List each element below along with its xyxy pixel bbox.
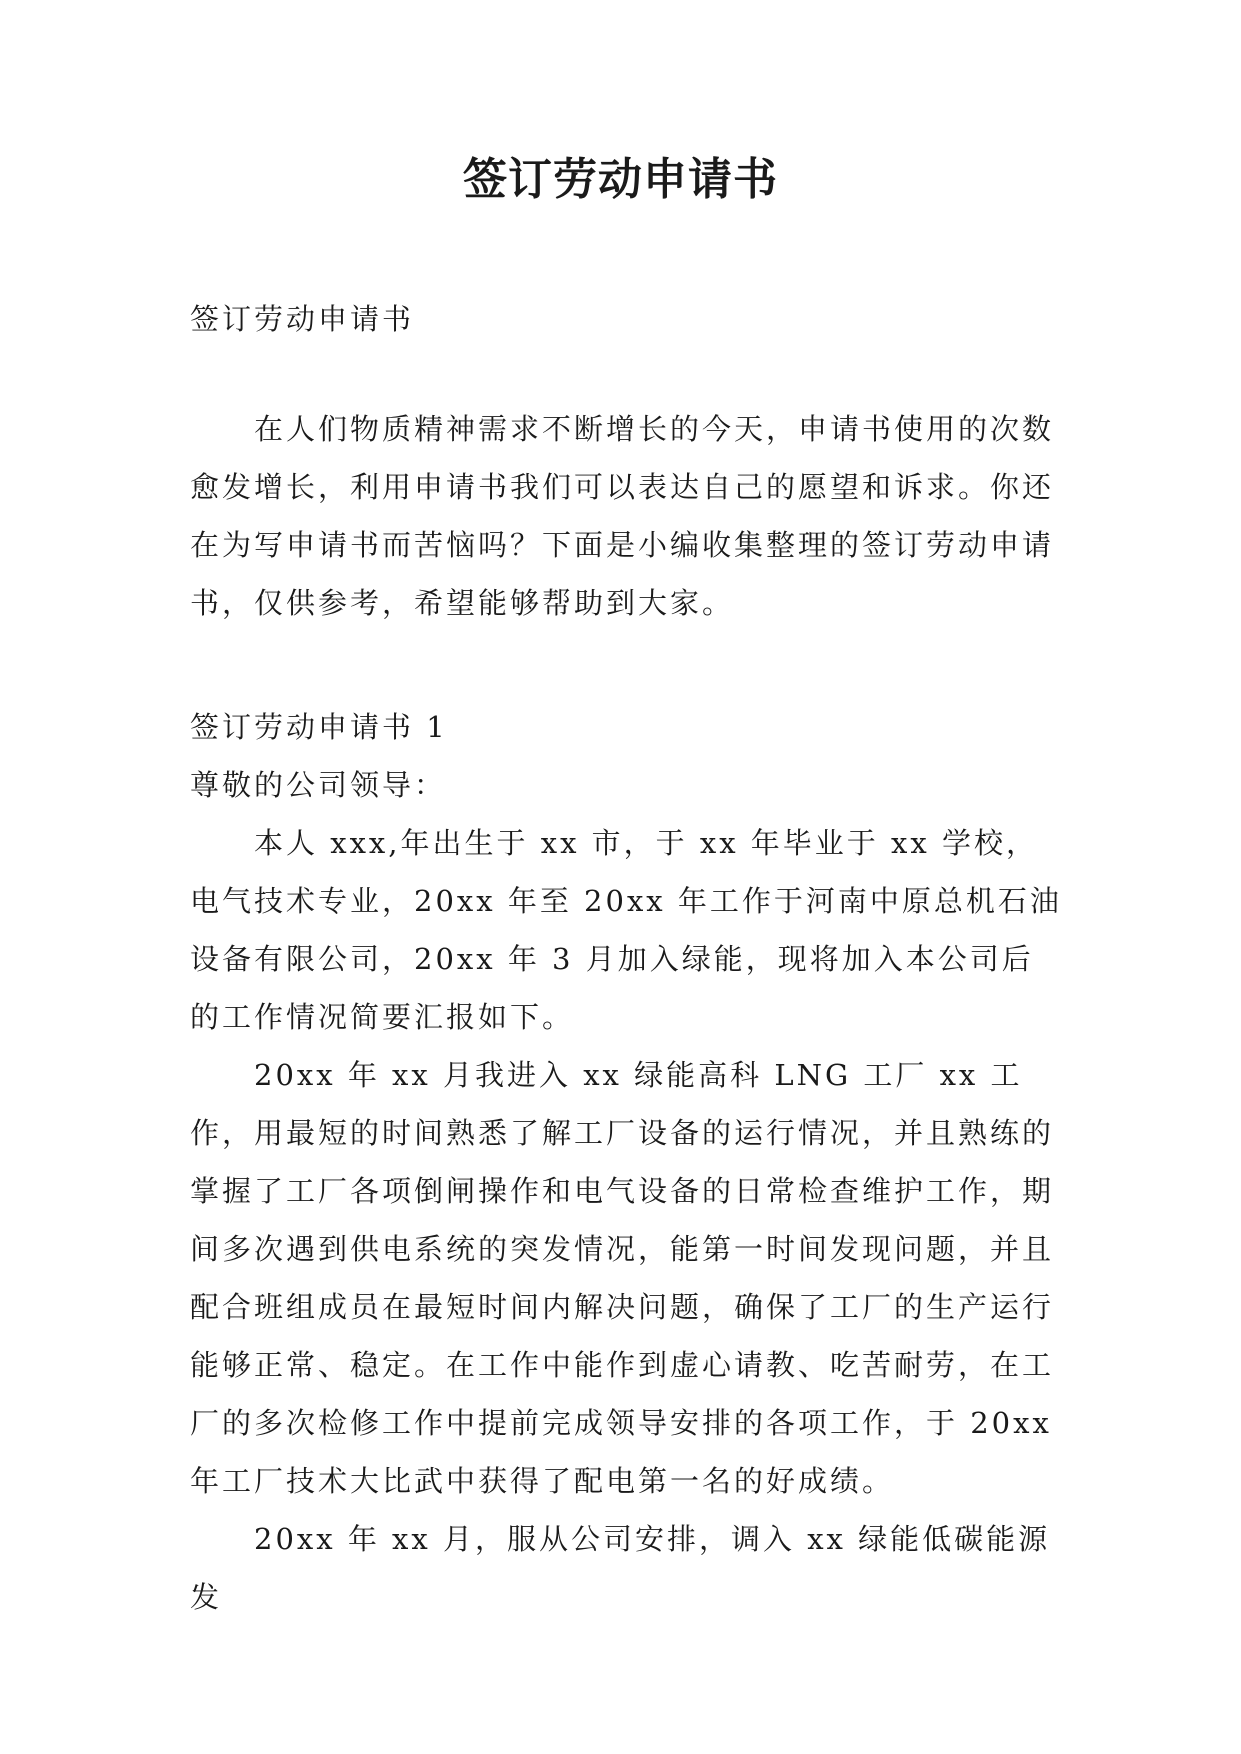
body-paragraph: 本人 xxx,年出生于 xx 市，于 xx 年毕业于 xx 学校，电气技术专业，20xx 年至 20xx 年工作于河南中原总机石油设备有限公司，20xx 年 3 月加入绿能，现将加入本公司后的工作情况简要汇报如下。 bbox=[190, 826, 1062, 1034]
section-heading: 签订劳动申请书 1 bbox=[190, 710, 448, 744]
body-paragraph: 20xx 年 xx 月我进入 xx 绿能高科 LNG 工厂 xx 工作，用最短的时间熟悉了解工厂设备的运行情况，并且熟练的掌握了工厂各项倒闸操作和电气设备的日常检查维护工作，期间多次遇到供电系统的突发情况，能第一时间发现问题，并且配合班组成员在最短时间内解决问题，确保了工厂的生产运行能够正常、稳定。在工作中能作到虚心请教、吃苦耐劳，在工厂的多次检修工作中提前完成领导安排的各项工作，于 20xx 年工厂技术大比武中获得了配电第一名的好成绩。 bbox=[190, 1058, 1055, 1498]
page-title: 签订劳动申请书 bbox=[463, 154, 778, 205]
intro-paragraph: 在人们物质精神需求不断增长的今天，申请书使用的次数愈发增长，利用申请书我们可以表达自己的愿望和诉求。你还在为写申请书而苦恼吗？下面是小编收集整理的签订劳动申请书，仅供参考，希望能够帮助到大家。 bbox=[190, 412, 1055, 620]
salutation: 尊敬的公司领导： bbox=[190, 768, 447, 802]
body-paragraph: 20xx 年 xx 月，服从公司安排，调入 xx 绿能低碳能源发 bbox=[190, 1522, 1051, 1614]
document-subtitle: 签订劳动申请书 bbox=[190, 302, 415, 336]
